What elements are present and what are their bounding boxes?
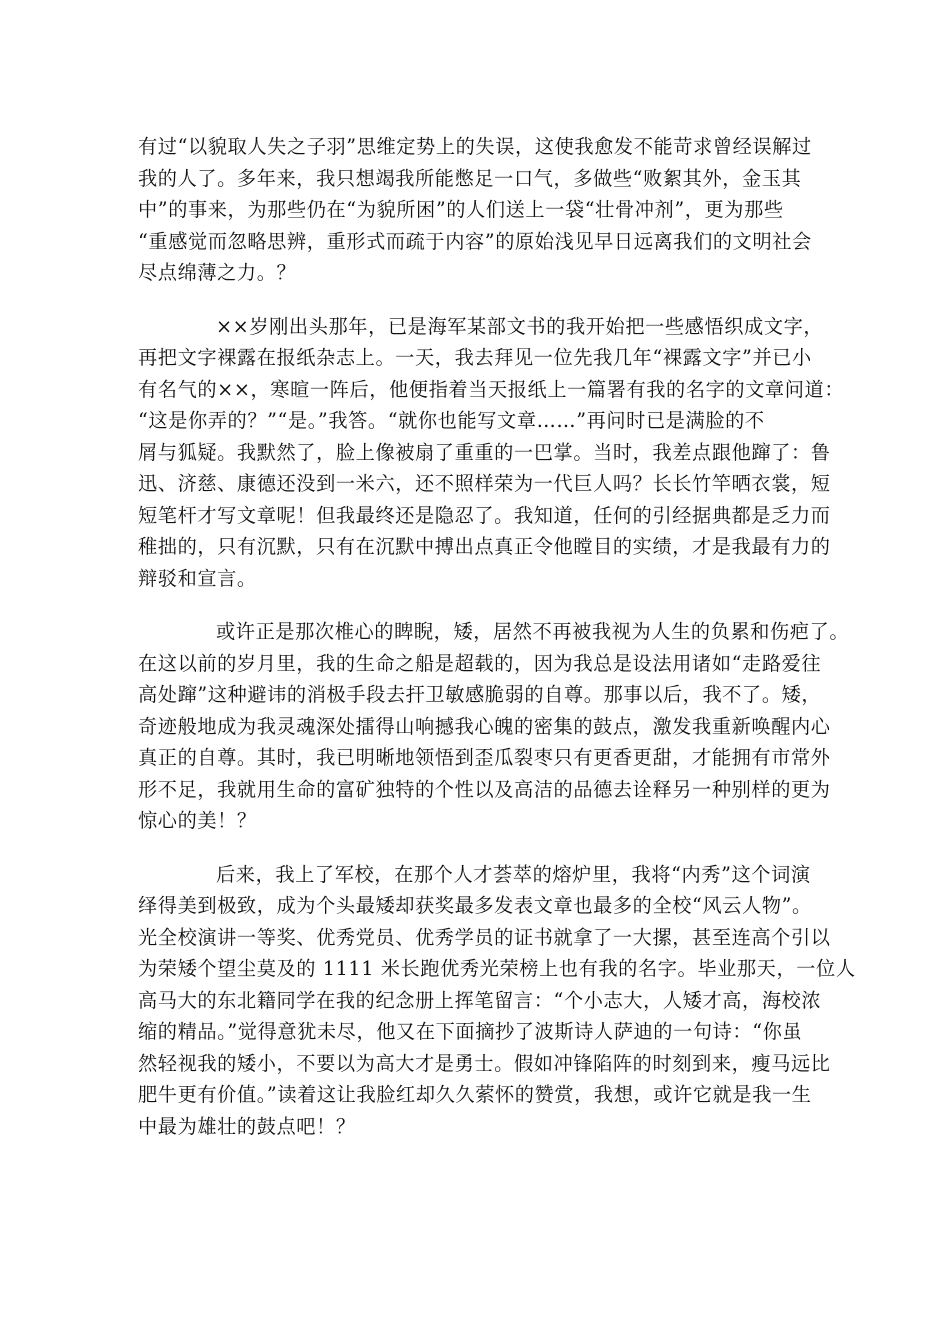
paragraph-4: [138, 859, 856, 1143]
text-line: 绎得美到极致，成为个头最矮却获奖最多发表文章也最多的全校“风云人物”。: [138, 894, 812, 917]
text-line: 在这以前的岁月里，我的生命之船是超载的，因为我总是设法用诸如“走路爱往: [138, 651, 822, 675]
paragraph-2: [138, 311, 845, 595]
text-line: 或许正是那次椎心的睥睨，矮，居然不再被我视为人生的负累和伤疤了。: [216, 620, 850, 643]
text-line: 然轻视我的矮小，不要以为高大才是勇士。假如冲锋陷阵的时刻到来，瘦马远比: [138, 1051, 831, 1075]
text-line: 缩的精品。”觉得意犹未尽，他又在下面摘抄了波斯诗人萨迪的一句诗：“你虽: [138, 1020, 803, 1043]
text-line: 我的人了。多年来，我只想竭我所能憋足一口气，多做些“败絮其外，金玉其: [138, 166, 802, 190]
text-line: 尽点绵薄之力。？: [138, 261, 297, 284]
text-line: 为荣矮个望尘莫及的 1111 米长跑优秀光荣榜上也有我的名字。毕业那天，一位人: [138, 957, 856, 980]
paragraph-3: [138, 616, 850, 837]
text-line: 迅、济慈、康德还没到一米六，还不照样荣为一代巨人吗？长长竹竿晒衣裳，短: [138, 472, 831, 495]
text-line: 有过“以貌取人失之子羽”思维定势上的失误，这使我愈发不能苛求曾经误解过: [138, 135, 812, 158]
text-line: 再把文字裸露在报纸杂志上。一天，我去拜见一位先我几年“裸露文字”并已小: [138, 346, 812, 369]
text-line: 中最为雄壮的鼓点吧！？: [138, 1114, 356, 1138]
text-line: 奇迹般地成为我灵魂深处擂得山响撼我心魄的密集的鼓点，激发我重新唤醒内心: [138, 714, 831, 738]
text-line: 中”的事来，为那些仍在“为貌所困”的人们送上一袋“壮骨冲剂”，更为那些: [138, 198, 784, 221]
text-line: 后来，我上了军校，在那个人才荟萃的熔炉里，我将“内秀”这个词演: [216, 862, 811, 886]
text-line: 短笔杆才写文章呢！但我最终还是隐忍了。我知道，任何的引经据典都是乏力而: [138, 503, 831, 527]
text-line: 真正的自尊。其时，我已明晰地领悟到歪瓜裂枣只有更香更甜，才能拥有市常外: [138, 746, 831, 769]
text-line: “重感觉而忽略思辨，重形式而疏于内容”的原始浅见早日远离我们的文明社会: [138, 229, 812, 253]
text-line: “这是你弄的？”“是。”我答。“就你也能写文章……”再问时已是满脸的不: [138, 409, 765, 432]
text-line: 辩驳和宣言。: [138, 566, 257, 590]
text-line: 高处蹿”这种避讳的消极手段去扞卫敏感脆弱的自尊。那事以后，我不了。矮，: [138, 683, 822, 706]
text-line: 肥牛更有价值。”读着这让我脸红却久久萦怀的赞赏，我想，或许它就是我一生: [138, 1083, 812, 1106]
text-line: 光全校演讲一等奖、优秀党员、优秀学员的证书就拿了一大摞，甚至连高个引以: [138, 925, 831, 949]
text-line: 有名气的××，寒暄一阵后，他便指着当天报纸上一篇署有我的名字的文章问道：: [138, 377, 845, 401]
text-line: 高马大的东北籍同学在我的纪念册上挥笔留言：“个小志大，人矮才高，海校浓: [138, 988, 822, 1012]
document-body: [138, 131, 856, 1164]
text-line: 形不足，我就用生命的富矿独特的个性以及高洁的品德去诠释另一种别样的更为: [138, 777, 831, 801]
text-line: 稚拙的，只有沉默，只有在沉默中搏出点真正令他瞠目的实绩，才是我最有力的: [138, 535, 831, 558]
text-line: ××岁刚出头那年，已是海军某部文书的我开始把一些感悟织成文字，: [216, 314, 824, 338]
text-line: 屑与狐疑。我默然了，脸上像被扇了重重的一巴掌。当时，我差点跟他蹿了：鲁: [138, 440, 831, 464]
paragraph-1: [138, 131, 818, 289]
text-line: 惊心的美！？: [138, 809, 257, 832]
